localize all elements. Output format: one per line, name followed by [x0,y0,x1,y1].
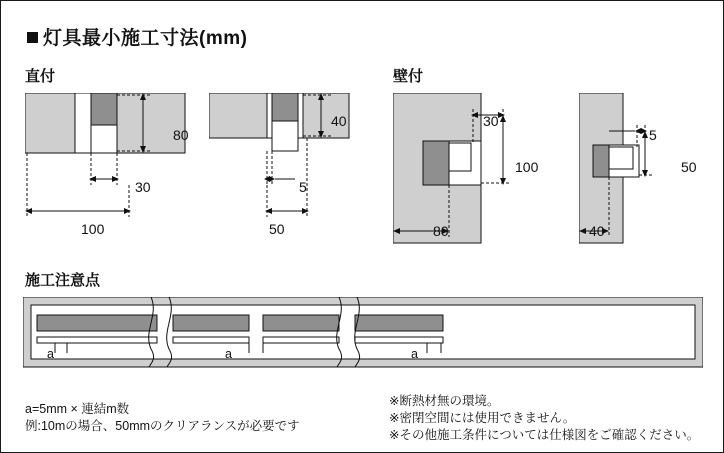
section-label-notes: 施工注意点 [25,272,101,289]
dim-direct2-inner: 5 [299,179,307,195]
figure-direct-1 [25,93,195,243]
footer-right-line-1: ※断熱材無の環境。 [389,394,500,408]
dim-wall2-side: 50 [681,159,697,175]
dim-direct1-width: 100 [81,221,105,237]
gap-label-a-3: a [411,347,418,361]
dim-direct2-width: 50 [269,221,285,237]
dim-direct1-inner: 30 [135,179,151,195]
footer-left [25,401,365,435]
square-bullet-icon [27,32,38,43]
figure-direct-2 [209,93,379,243]
dim-direct2-height: 40 [331,113,347,129]
gap-label-a-2: a [225,347,232,361]
dim-direct1-height: 80 [173,127,189,143]
dim-wall1-side: 100 [515,159,539,175]
section-label-direct: 直付 [25,68,56,85]
dim-wall2-bottom: 40 [589,223,605,239]
footer-right-line-3: ※その他施工条件については仕様図をご確認ください。 [389,428,700,442]
footer-right [389,393,719,444]
footer-left-line-2: 例:10mの場合、50mmのクリアランスが必要です [25,419,300,433]
footer-left-line-1: a=5mm × 連結m数 [25,402,130,416]
section-label-wall: 壁付 [393,68,424,85]
footer-right-line-2: ※密閉空間には使用できません。 [389,411,576,425]
gap-label-a-1: a [47,347,54,361]
dim-wall1-bottom: 80 [433,223,449,239]
dim-wall2-top: 5 [649,127,657,143]
page-title: 灯具最小施工寸法(mm) [27,23,247,50]
figure-joint-detail [23,297,703,369]
dim-wall1-top: 30 [483,113,499,129]
